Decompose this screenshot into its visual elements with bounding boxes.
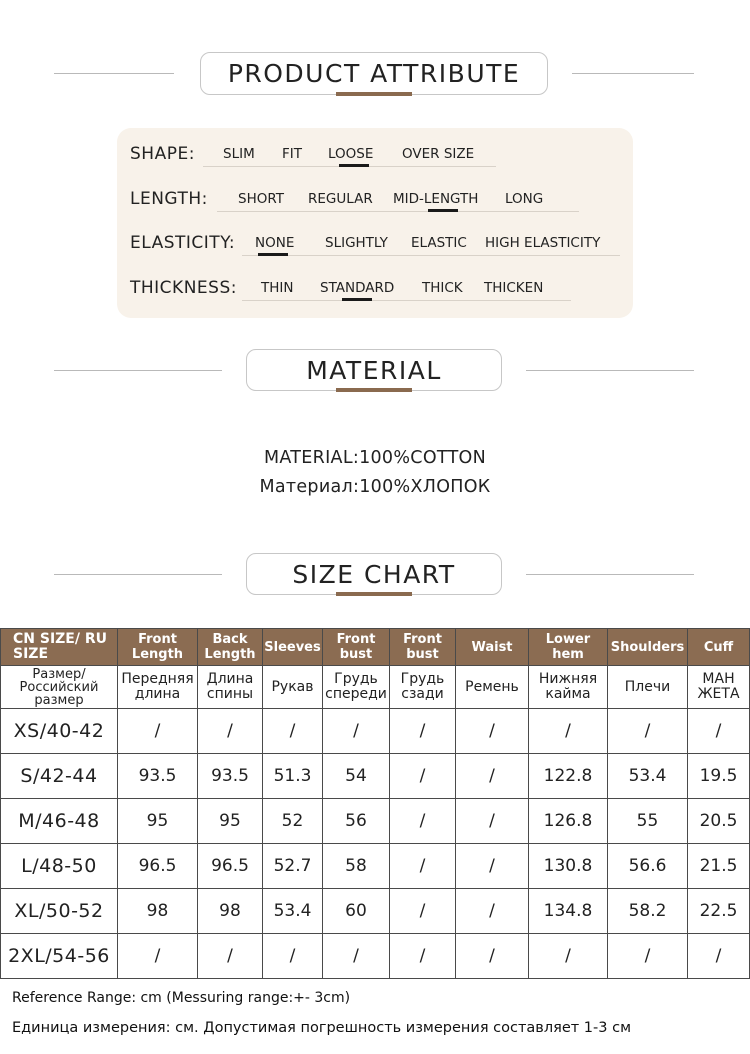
measurement-cell: / — [456, 754, 529, 799]
divider-right — [526, 574, 694, 575]
measurement-cell: 130.8 — [529, 844, 608, 889]
measurement-cell: / — [323, 934, 390, 979]
measurement-cell: 55 — [608, 799, 688, 844]
selected-marker — [258, 253, 288, 256]
attribute-option-selected: NONE — [255, 235, 294, 251]
column-header: Back Length — [198, 629, 263, 666]
column-header: CN SIZE/ RU SIZE — [1, 629, 118, 666]
column-header-ru: Грудь спереди — [323, 666, 390, 709]
row-underline — [242, 255, 620, 256]
column-header: Waist — [456, 629, 529, 666]
size-label-cell: XL/50-52 — [1, 889, 118, 934]
measurement-cell: / — [390, 844, 456, 889]
table-row — [1, 934, 750, 979]
table-row — [1, 844, 750, 889]
measurement-cell: / — [688, 709, 750, 754]
measurement-cell: / — [608, 934, 688, 979]
attribute-option-selected: LOOSE — [328, 146, 373, 162]
measurement-cell: / — [688, 934, 750, 979]
table-row — [1, 799, 750, 844]
measurement-cell: 51.3 — [263, 754, 323, 799]
attribute-option: REGULAR — [308, 191, 373, 207]
measurement-cell: 22.5 — [688, 889, 750, 934]
measurement-cell: / — [390, 754, 456, 799]
divider-right — [526, 370, 694, 371]
attribute-option-selected: STANDARD — [320, 280, 394, 296]
selected-marker — [339, 164, 369, 167]
attribute-option: HIGH ELASTICITY — [485, 235, 601, 251]
column-header-ru: Передняя длина — [118, 666, 198, 709]
measurement-cell: / — [529, 934, 608, 979]
measurement-cell: / — [118, 709, 198, 754]
measurement-cell: / — [263, 934, 323, 979]
attribute-panel — [117, 128, 633, 318]
attribute-label: LENGTH: — [130, 189, 208, 209]
column-header-ru: Ремень — [456, 666, 529, 709]
attribute-option: ELASTIC — [411, 235, 467, 251]
row-underline — [217, 211, 579, 212]
measurement-cell: / — [198, 709, 263, 754]
note-en: Reference Range: cm (Messuring range:+- 3cm) — [12, 990, 351, 1006]
measurement-cell: 95 — [118, 799, 198, 844]
measurement-cell: 58 — [323, 844, 390, 889]
attribute-option: FIT — [282, 146, 302, 162]
attribute-row-shape — [117, 140, 633, 170]
measurement-cell: 98 — [198, 889, 263, 934]
measurement-cell: / — [456, 844, 529, 889]
divider-left — [54, 370, 222, 371]
size-label-cell: M/46-48 — [1, 799, 118, 844]
size-chart-table — [0, 628, 750, 979]
measurement-cell: / — [390, 889, 456, 934]
measurement-cell: 93.5 — [198, 754, 263, 799]
measurement-cell: 53.4 — [608, 754, 688, 799]
measurement-cell: / — [456, 934, 529, 979]
attribute-row-elasticity — [117, 229, 633, 259]
measurement-cell: 93.5 — [118, 754, 198, 799]
table-row — [1, 889, 750, 934]
measurement-cell: / — [608, 709, 688, 754]
measurement-cell: 60 — [323, 889, 390, 934]
measurement-cell: / — [118, 934, 198, 979]
measurement-cell: / — [323, 709, 390, 754]
column-header-ru: Размер/ Российский размер — [1, 666, 118, 709]
measurement-cell: / — [198, 934, 263, 979]
attribute-label: THICKNESS: — [130, 278, 237, 298]
attribute-row-thickness — [117, 274, 633, 304]
measurement-cell: 134.8 — [529, 889, 608, 934]
measurement-cell: 53.4 — [263, 889, 323, 934]
title-accent-bar — [336, 92, 412, 96]
attribute-option: THICK — [422, 280, 463, 296]
title-accent-bar — [336, 388, 412, 392]
column-header-ru: Нижняя кайма — [529, 666, 608, 709]
attribute-option-selected: MID-LENGTH — [393, 191, 478, 207]
measurement-cell: 96.5 — [118, 844, 198, 889]
attribute-label: SHAPE: — [130, 144, 195, 164]
attribute-option: OVER SIZE — [402, 146, 475, 162]
section-title-material — [246, 349, 502, 391]
measurement-cell: 20.5 — [688, 799, 750, 844]
selected-marker — [428, 209, 458, 212]
measurement-cell: 96.5 — [198, 844, 263, 889]
divider-right — [572, 73, 694, 74]
section-title-attribute — [200, 52, 548, 95]
measurement-cell: / — [456, 889, 529, 934]
attribute-option: THICKEN — [484, 280, 544, 296]
measurement-cell: 19.5 — [688, 754, 750, 799]
size-label-cell: 2XL/54-56 — [1, 934, 118, 979]
measurement-cell: 58.2 — [608, 889, 688, 934]
measurement-cell: / — [390, 709, 456, 754]
measurement-cell: 21.5 — [688, 844, 750, 889]
title-accent-bar — [336, 592, 412, 596]
column-header: Front bust — [390, 629, 456, 666]
measurement-cell: / — [456, 799, 529, 844]
column-header: Front bust — [323, 629, 390, 666]
size-label-cell: XS/40-42 — [1, 709, 118, 754]
attribute-label: ELASTICITY: — [130, 233, 236, 253]
column-header: Front Length — [118, 629, 198, 666]
column-header: Lower hem — [529, 629, 608, 666]
note-ru: Единица измерения: см. Допустимая погрешность измерения составляет 1-3 см — [12, 1020, 632, 1036]
material-text-en: MATERIAL:100%COTTON — [263, 448, 487, 468]
table-row — [1, 754, 750, 799]
selected-marker — [342, 298, 372, 301]
column-header-ru: Рукав — [263, 666, 323, 709]
measurement-cell: 126.8 — [529, 799, 608, 844]
table-header-row — [1, 629, 750, 666]
measurement-cell: / — [456, 709, 529, 754]
measurement-cell: 52 — [263, 799, 323, 844]
size-label-cell: L/48-50 — [1, 844, 118, 889]
divider-left — [54, 73, 174, 74]
attribute-option: SLIGHTLY — [325, 235, 388, 251]
material-text-ru: Материал:100%ХЛОПОК — [259, 477, 491, 497]
measurement-cell: 95 — [198, 799, 263, 844]
measurement-cell: 56 — [323, 799, 390, 844]
measurement-cell: / — [390, 934, 456, 979]
section-title-material-text: MATERIAL — [306, 355, 442, 385]
column-header-ru: Длина спины — [198, 666, 263, 709]
section-title-attribute-text: PRODUCT ATTRIBUTE — [227, 59, 521, 88]
column-header: Cuff — [688, 629, 750, 666]
row-underline — [242, 300, 571, 301]
measurement-cell: 122.8 — [529, 754, 608, 799]
section-title-size-chart — [246, 553, 502, 595]
measurement-cell: 52.7 — [263, 844, 323, 889]
column-header-ru: Грудь сзади — [390, 666, 456, 709]
table-row — [1, 709, 750, 754]
attribute-option: THIN — [261, 280, 294, 296]
column-header-ru: Плечи — [608, 666, 688, 709]
size-label-cell: S/42-44 — [1, 754, 118, 799]
measurement-cell: 54 — [323, 754, 390, 799]
section-title-size-chart-text: SIZE CHART — [292, 559, 456, 589]
column-header: Shoulders — [608, 629, 688, 666]
measurement-cell: / — [529, 709, 608, 754]
measurement-cell: / — [263, 709, 323, 754]
attribute-option: LONG — [505, 191, 544, 207]
measurement-cell: / — [390, 799, 456, 844]
column-header: Sleeves — [263, 629, 323, 666]
measurement-cell: 56.6 — [608, 844, 688, 889]
column-header-ru: МАН ЖЕТА — [688, 666, 750, 709]
attribute-row-length — [117, 185, 633, 215]
attribute-option: SLIM — [223, 146, 255, 162]
measurement-cell: 98 — [118, 889, 198, 934]
table-header-row-ru — [1, 666, 750, 709]
divider-left — [54, 574, 222, 575]
attribute-option: SHORT — [238, 191, 284, 207]
